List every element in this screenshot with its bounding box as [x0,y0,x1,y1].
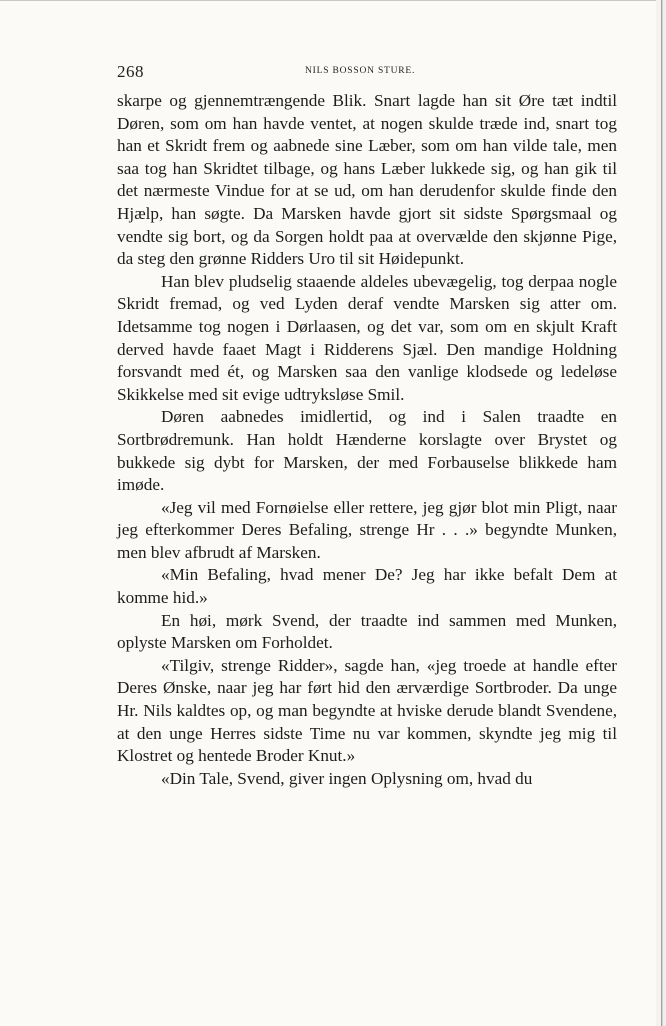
running-title: NILS BOSSON STURE. [305,66,416,76]
paragraph-continued: skarpe og gjennemtrængende Blik. Snart lagde han sit Øre tæt indtil Døren, som om han havde ventet, at nogen skulde træde ind, snart tog han et Skridt frem og aabnede sine Læber, som om han vilde tale, men saa tog han Skridtet tilbage, og hans Læber lukkede sig, og han gik til det nærmeste Vindue for at se ud, om han derudenfor skulde finde den Hjælp, han søgte. Da Marsken havde gjort sit sidste Spørgsmaal og vendte sig bort, og da Sorgen holdt paa at overvælde den skjønne Pige, da steg den grønne Ridders Uro til sit Høidepunkt. [117,91,617,269]
page-header [117,60,617,88]
paragraph-partial: «Din Tale, Svend, giver ingen Oplysning om, hvad du [161,768,533,788]
page-edge [656,0,666,1026]
paragraph: En høi, mørk Svend, der traadte ind sammen med Munken, oplyste Marsken om Forholdet. [117,610,617,653]
paragraph: Han blev pludselig staaende aldeles ubevægelig, tog derpaa nogle Skridt fremad, og ved Lyden deraf vendte Marsken sig atter om. Idetsamme tog nogen i Dørlaasen, og det var, som om en skjult Kraft derved havde faaet Magt i Ridderens Sjæl. Den mandige Holdning forsvandt med ét, og Marsken saa den vanlige klodsede og ledeløse Skikkelse med sit evige udtryksløse Smil. [117,271,617,404]
paragraph: «Min Befaling, hvad mener De? Jeg har ikke befalt Dem at komme hid.» [117,565,617,608]
top-divider [0,0,656,1]
paragraph: Døren aabnedes imidlertid, og ind i Salen traadte en Sortbrødremunk. Han holdt Hænderne korslagte over Brystet og bukkede sig dybt for Marsken, der med Forbauselse blikkede ham imøde. [117,407,617,495]
body-text [117,90,617,790]
paragraph: «Tilgiv, strenge Ridder», sagde han, «jeg troede at handle efter Deres Ønske, naar jeg har ført hid den ærværdige Sortbroder. Da unge Hr. Nils kaldtes op, og man begyndte at hviske derude blandt Svendene, at den unge Herres sidste Time nu var kommen, skyndte jeg mig til Klostret og hentede Broder Knut.» [117,655,617,766]
paragraph: «Jeg vil med Fornøielse eller rettere, jeg gjør blot min Pligt, naar jeg efterkommer Deres Befaling, strenge Hr . . .» begyndte Munken, men blev afbrudt af Marsken. [117,497,617,562]
page-number: 268 [117,62,144,81]
